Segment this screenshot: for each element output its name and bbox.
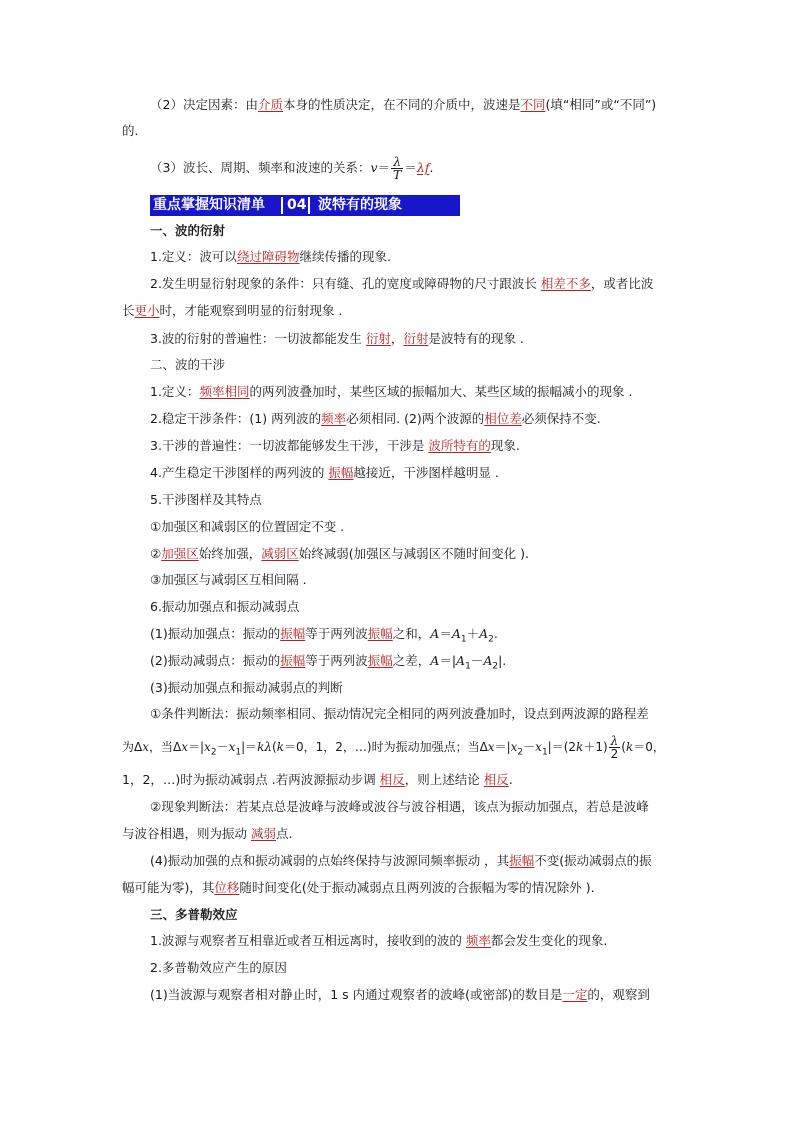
vibration-note-line-cont: 幅可能为零)，其位移随时间变化(处于振动减弱点且两列波的合振幅为零的情况除外 ). [122,880,595,895]
pattern-feature-1: ①加强区和减弱区的位置固定不变 . [150,519,345,534]
condition-method-line: ①条件判断法：振动频率相同、振动情况完全相同的两列波叠加时，设点到两波源的路程差 [150,706,649,721]
vibration-note-line: (4)振动加强的点和振动减弱的点始终保持与波源同频率振动 ，其振幅不变(振动减弱点的振 [150,853,652,868]
pattern-feature-2: ②加强区始终加强，减弱区始终减弱(加强区与减弱区不随时间变化 ). [150,546,529,561]
wave-speed-determinant-line: （2）决定因素：由介质本身的性质决定，在不同的介质中，波速是不同(填“相同”或“不同”) [150,97,657,112]
lambda-over-t-fraction: $\frac{\lambda}{T}$ [393,154,402,182]
diffraction-condition: 2.发生明显衍射现象的条件：只有缝、孔的宽度或障碍物的尺寸跟波长 相差不多，或者比波 [150,276,654,291]
diffraction-condition-cont: 长更小时，才能观察到明显的衍射现象 . [122,303,343,318]
heading-interference: 二、波的干涉 [150,357,226,372]
banner-number: 04 [287,197,307,213]
banner-topic: 波特有的现象 [318,197,402,213]
wave-speed-determinant-line-end: 的. [122,123,139,138]
path-difference-formula-line: 为Δx，当$\Delta x=|x_2-x_1|=k\lambda(k=0$，1，2，…)时为振动加强点；当$\Delta x=|x_2-x_1|=(2k+1)$ $\frac{\lambda}{2}$ (k＝0， [122,734,665,761]
wave-relation-formula-line: （3）波长、周期、频率和波速的关系：v＝ $\frac{\lambda}{T}$ ＝λf. [150,154,434,182]
interference-definition: 1.定义：频率相同的两列波叠加时，某些区域的振幅加大、某些区域的振幅减小的现象 . [150,384,633,399]
weaken-condition-line: 1，2，…)时为振动减弱点 .若两波源振动步调 相反，则上述结论 相反. [122,772,513,787]
diffraction-definition: 1.定义：波可以绕过障碍物继续传播的现象. [150,249,391,264]
banner-divider [308,197,310,214]
judgement-title: (3)振动加强点和振动减弱点的判断 [150,680,343,695]
section-banner [150,195,460,216]
interference-condition: 2.稳定干涉条件：(1) 两列波的频率必须相同. (2)两个波源的相位差必须保持不变. [150,411,601,426]
interference-universality: 3.干涉的普遍性：一切波都能够发生干涉，干涉是 波所特有的现象. [150,438,520,453]
doppler-cause-title: 2.多普勒效应产生的原因 [150,960,287,975]
weaken-point-line: (2)振动减弱点：振动的振幅等于两列波振幅之差，$A=|A_1-A_2|$. [150,653,507,672]
doppler-definition: 1.波源与观察者互相靠近或者互相远离时，接收到的波的 频率都会发生变化的现象. [150,933,608,948]
diffraction-universality: 3.波的衍射的普遍性：一切波都能发生 衍射，衍射是波特有的现象 . [150,331,524,346]
pattern-feature-3: ③加强区与减弱区互相间隔 . [150,572,307,587]
doppler-cause-line: (1)当波源与观察者相对静止时，1 s 内通过观察者的波峰(或密部)的数目是一定的，观察到 [150,987,650,1002]
phenomenon-method-line-cont: 与波谷相遇，则为振动 减弱点. [122,826,293,841]
interference-amplitude: 4.产生稳定干涉图样的两列波的 振幅越接近，干涉图样越明显 . [150,465,499,480]
interference-pattern-title: 5.干涉图样及其特点 [150,492,262,507]
banner-label: 重点掌握知识清单 [153,197,265,213]
reinforce-weaken-title: 6.振动加强点和振动减弱点 [150,599,300,614]
banner-divider [281,197,283,214]
phenomenon-method-line: ②现象判断法：若某点总是波峰与波峰或波谷与波谷相遇，该点为振动加强点，若总是波峰 [150,799,649,814]
lambda-over-2-fraction: $\frac{\lambda}{2}$ [610,734,619,761]
reinforce-point-line: (1)振动加强点：振动的振幅等于两列波振幅之和，$A=A_1+A_2$. [150,626,498,645]
heading-doppler: 三、多普勒效应 [150,907,238,922]
heading-diffraction: 一、波的衍射 [150,223,226,238]
